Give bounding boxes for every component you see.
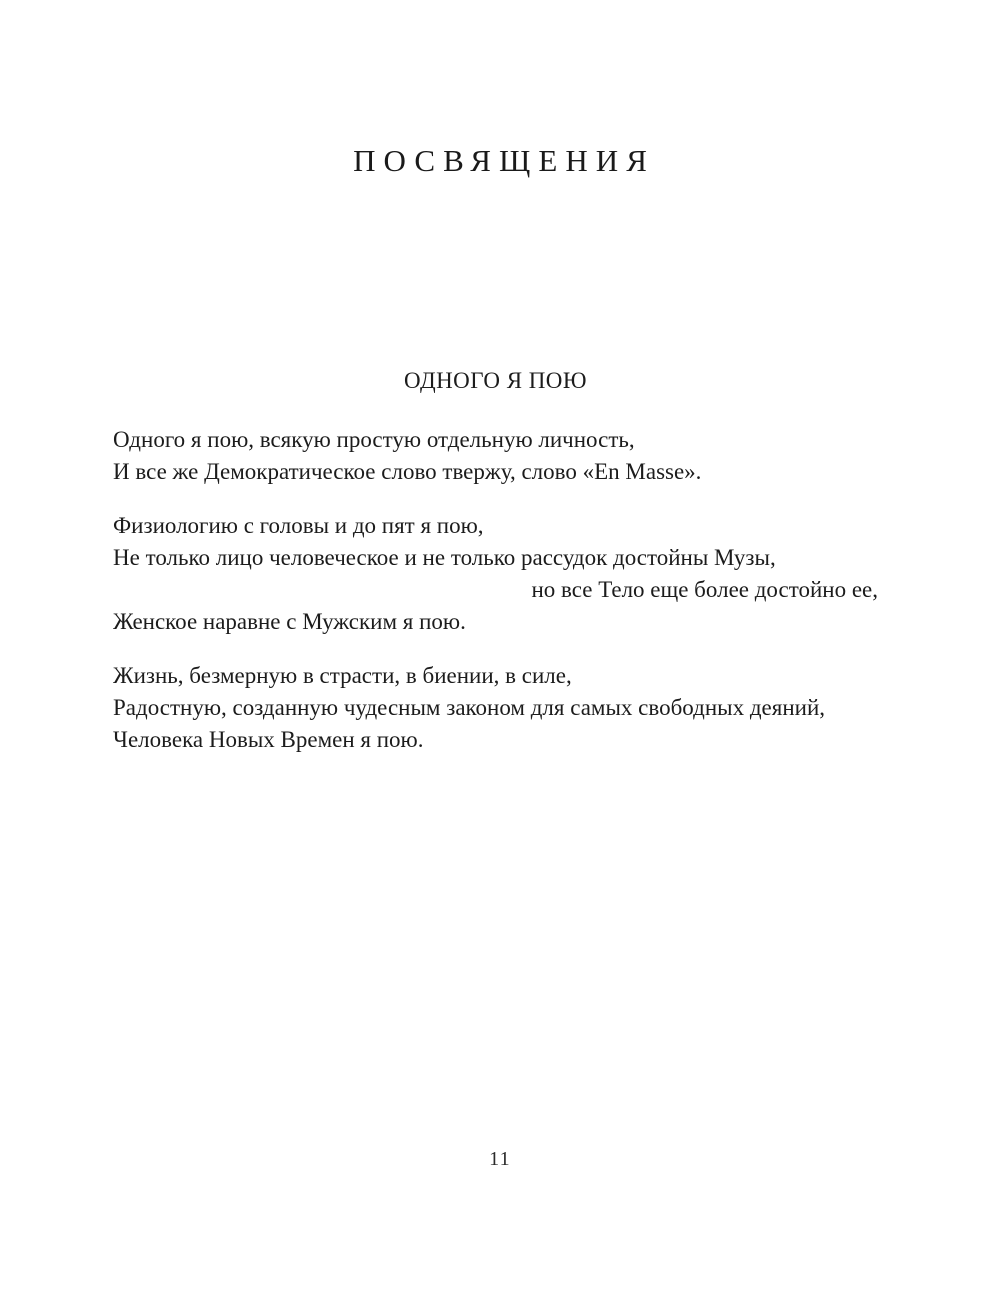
poem-line: И все же Демократическое слово твержу, слово «En Masse».	[113, 459, 702, 484]
poem-line: но все Тело еще более достойно ее,	[531, 577, 878, 602]
poem-line: Женское наравне с Мужским я пою.	[113, 609, 466, 634]
poem-line: Не только лицо человеческое и не только рассудок достойны Музы,	[113, 545, 776, 570]
poem-line: Человека Новых Времен я пою.	[113, 727, 424, 752]
poem	[113, 365, 878, 756]
poem-heading: ОДНОГО Я ПОЮ	[404, 368, 587, 393]
poem-line: Физиологию с головы и до пят я пою,	[113, 513, 484, 538]
page-number: 11	[489, 1148, 511, 1170]
page-title: ПОСВЯЩЕНИЯ	[353, 143, 655, 178]
stanza	[113, 660, 878, 756]
poem-line: Радостную, созданную чудесным законом для самых свободных деяний,	[113, 695, 826, 720]
poem-line: Жизнь, безмерную в страсти, в биении, в силе,	[113, 663, 572, 688]
stanza	[113, 424, 878, 488]
poem-body	[113, 424, 878, 756]
stanza	[113, 510, 878, 638]
poem-line: Одного я пою, всякую простую отдельную личность,	[113, 427, 635, 452]
